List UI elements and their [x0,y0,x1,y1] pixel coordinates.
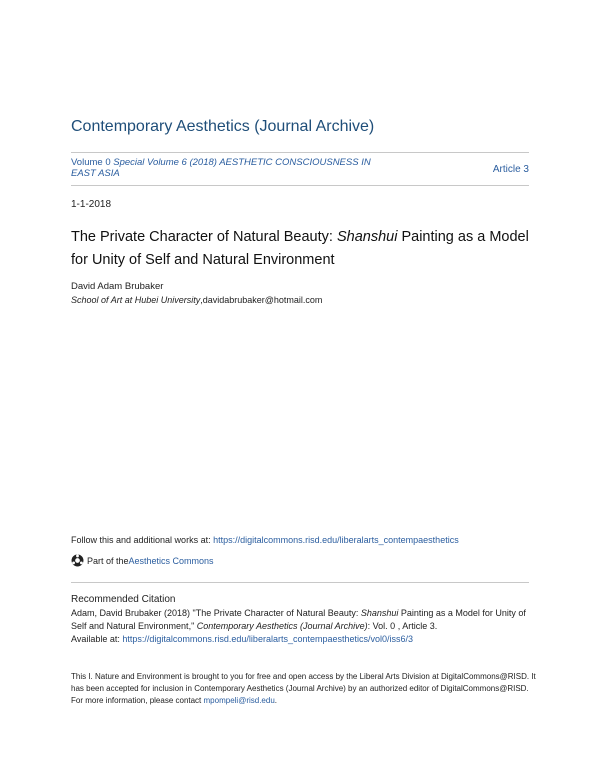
notice-text: This I. Nature and Environment is brought to you for free and open access by the Liberal Arts Division at DigitalCommons@RISD. It has been accepted for inclusion in Contemporary Aesthetics (Journal Archive) by an authorized editor of DigitalCommons@RISD. For more information, please contact [71,672,536,705]
follow-text: Follow this and additional works at: [71,535,214,545]
citation-heading: Recommended Citation [71,594,176,605]
citation-text [71,607,541,646]
volume-prefix[interactable]: Volume 0 [71,157,114,168]
citation-italic-2: Contemporary Aesthetics (Journal Archive) [196,621,368,631]
volume-link[interactable] [71,157,371,179]
title-part-2: Painting as a Model for Unity of Self and Natural Environment [71,229,529,268]
publication-date: 1-1-2018 [71,199,112,210]
author-name: David Adam Brubaker [71,281,164,292]
access-notice [71,671,541,707]
citation-italic-1: Shanshui [360,608,399,618]
network-icon [71,554,84,567]
citation-part-2: Painting as a Model for Unity of Self and Natural Environment," [71,608,526,631]
citation-divider [71,582,529,583]
citation-part-1: Adam, David Brubaker (2018) "The Private Character of Natural Beauty: [71,608,361,618]
collection-link[interactable]: https://digitalcommons.risd.edu/liberalarts_contempaesthetics [213,535,459,545]
top-divider [71,152,529,153]
article-title [71,226,541,272]
aesthetics-commons-link[interactable]: Aesthetics Commons [128,555,214,566]
journal-title[interactable]: Contemporary Aesthetics (Journal Archive) [71,118,375,135]
available-label: Available at: [71,634,123,644]
part-of-text: Part of the [87,555,129,566]
author-email: ,davidabrubaker@hotmail.com [200,295,323,305]
citation-part-3: : Vol. 0 , Article 3. [367,621,438,631]
author-affiliation [71,295,322,305]
contact-email-link[interactable]: mpompeli@risd.edu [203,696,275,705]
bottom-divider [71,185,529,186]
special-volume[interactable]: Special Volume 6 (2018) AESTHETIC CONSCIOUSNESS IN EAST ASIA [71,157,371,179]
article-number[interactable]: Article 3 [492,164,529,175]
notice-period: . [274,696,278,705]
follow-line [71,535,459,545]
title-italic: Shanshui [336,229,398,245]
affiliation-name: School of Art at Hubei University [71,295,201,305]
article-url-link[interactable]: https://digitalcommons.risd.edu/liberalarts_contempaesthetics/vol0/iss6/3 [122,634,414,644]
part-of-line [71,554,214,567]
title-part-1: The Private Character of Natural Beauty: [71,229,337,245]
